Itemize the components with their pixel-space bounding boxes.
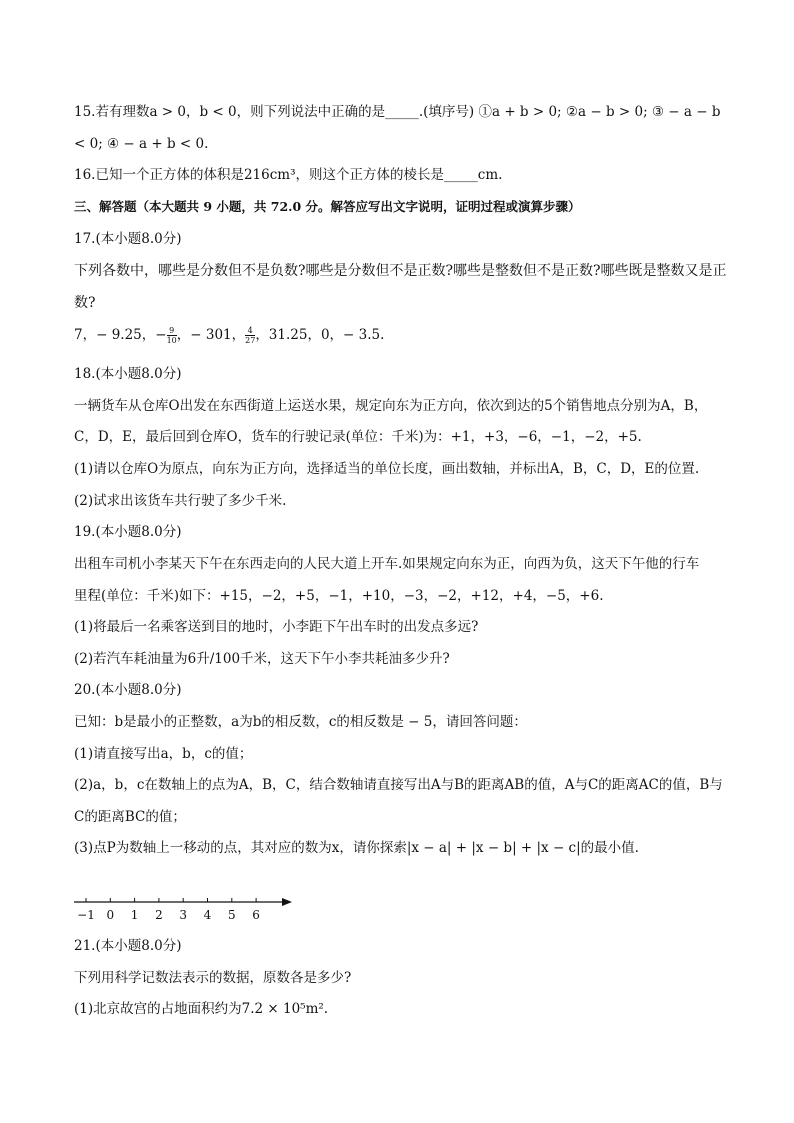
q17-numbers-before: 7，− 9.25，− [74, 327, 167, 343]
fraction-2-numerator: 4 [245, 326, 255, 336]
q15-line2: < 0; ④ − a + b < 0. [74, 136, 209, 152]
section3-title: 三、解答题（本大题共 9 小题，共 72.0 分。解答应写出文字说明，证明过程或演算步骤） [74, 199, 581, 214]
number-line-tick-label: 3 [179, 908, 188, 922]
number-line-tick-label: 2 [155, 908, 163, 922]
q20-line1: 已知：b是最小的正整数，a为b的相反数，c的相反数是 − 5，请回答问题： [74, 714, 527, 730]
q18-line2: C，D，E，最后回到仓库O，货车的行驶记录(单位：千米)为：+1，+3，−6，−1，−2，+5. [74, 429, 642, 445]
q19-part2: (2)若汽车耗油量为6升/100千米，这天下午小李共耗油多少升? [74, 651, 450, 667]
q18-part2: (2)试求出该货车共行驶了多少千米. [74, 493, 287, 509]
q18-line1: 一辆货车从仓库O出发在东西街道上运送水果，规定向东为正方向，依次到达的5个销售地点分别为A，B， [74, 398, 708, 414]
q19-part1: (1)将最后一名乘客送到目的地时，小李距下午出车时的出发点多远? [74, 619, 479, 635]
q17-numbers-after: ，31.25，0，− 3.5. [255, 327, 385, 343]
q17-numbers-mid: ，− 301， [176, 327, 246, 343]
q17-fraction-1 [167, 326, 177, 345]
number-line-tick-label: 6 [252, 908, 260, 922]
number-line-tick-label: 4 [203, 908, 212, 922]
q16-text: 16.已知一个正方体的体积是216cm³，则这个正方体的棱长是_____cm. [74, 167, 503, 183]
q18-header: 18.(本小题8.0分) [74, 366, 182, 382]
q17-numbers [74, 326, 384, 345]
q17-line2: 数? [74, 295, 96, 311]
q17-header: 17.(本小题8.0分) [74, 231, 182, 247]
q20-part2a: (2)a，b，c在数轴上的点为A，B，C，结合数轴请直接写出A与B的距离AB的值，A与C的距离AC的值，B与 [74, 777, 723, 793]
number-line-arrow-icon [282, 898, 292, 906]
number-line-tick-label: −1 [77, 908, 95, 922]
q21-line1: 下列用科学记数法表示的数据，原数各是多少? [74, 970, 352, 986]
fraction-1-numerator: 9 [167, 326, 177, 336]
q20-part1: (1)请直接写出a，b，c的值； [74, 746, 253, 762]
fraction-2-denominator: 27 [245, 336, 256, 345]
fraction-1-denominator: 10 [166, 336, 177, 345]
q19-header: 19.(本小题8.0分) [74, 524, 182, 540]
number-line-tick-label: 1 [130, 908, 139, 922]
q17-fraction-2 [245, 326, 255, 345]
q20-part3: (3)点P为数轴上一移动的点，其对应的数为x，请你探索|x − a| + |x − b| + |x − c|的最小值. [74, 840, 639, 856]
number-line-tick-label: 5 [227, 908, 236, 922]
q19-line2: 里程(单位：千米)如下：+15，−2，+5，−1，+10，−3，−2，+12，+4，−5，+6. [74, 588, 604, 604]
q21-header: 21.(本小题8.0分) [74, 938, 182, 954]
number-line-figure [74, 892, 304, 926]
q18-part1: (1)请以仓库O为原点，向东为正方向，选择适当的单位长度，画出数轴，并标出A，B，C，D，E的位置. [74, 461, 700, 477]
q20-part2b: C的距离BC的值； [74, 809, 186, 825]
q19-line1: 出租车司机小李某天下午在东西走向的人民大道上开车.如果规定向东为正，向西为负，这天下午他的行车 [74, 556, 700, 572]
q15-line1: 15.若有理数a > 0，b < 0，则下列说法中正确的是_____.(填序号) ①a + b > 0; ②a − b > 0; ③ − a − b [74, 104, 721, 120]
number-line-tick-label: 0 [106, 908, 115, 922]
q20-header: 20.(本小题8.0分) [74, 682, 182, 698]
q17-line1: 下列各数中，哪些是分数但不是负数?哪些是分数但不是正数?哪些是整数但不是正数?哪些既是整数又是正 [74, 263, 727, 279]
q21-part1: (1)北京故宫的占地面积约为7.2 × 10⁵m². [74, 1001, 329, 1017]
